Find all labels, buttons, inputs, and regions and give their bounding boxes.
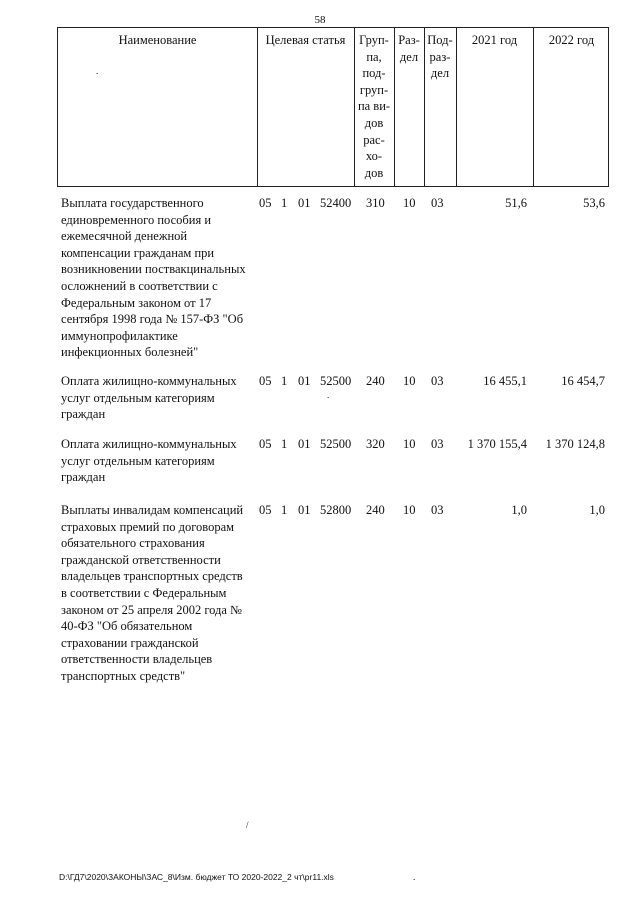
header-line: под-: [362, 66, 386, 81]
row-name: [61, 502, 257, 685]
code-direction: 52400: [320, 196, 352, 210]
header-line: дов: [364, 165, 384, 180]
header-group: [354, 32, 394, 181]
header-line: дел: [399, 49, 419, 64]
row-name-line: Выплаты инвалидам компенсаций: [61, 503, 244, 517]
row-name: [61, 436, 257, 486]
header-line: груп-: [359, 82, 389, 97]
code-subprogram: 1: [281, 437, 288, 451]
subsection-code: 03: [431, 437, 444, 451]
header-year-2022: 2022 год: [548, 33, 595, 47]
code-program: 05: [259, 196, 272, 210]
row-name-line: транспортных средств": [61, 668, 186, 683]
row-name-line: граждан: [61, 407, 106, 422]
code-subprogram: 1: [281, 374, 288, 388]
header-line: хо-: [365, 149, 383, 164]
row-name-line: 40-ФЗ "Об обязательном: [61, 619, 193, 634]
subsection-code: 03: [431, 196, 444, 210]
row-name-line: в соответствии с Федеральным: [61, 585, 227, 600]
code-program: 05: [259, 437, 272, 451]
header-line: рас-: [363, 132, 385, 147]
header-line: па ви-: [357, 99, 391, 114]
row-name: [61, 195, 257, 361]
row-name-line: владельцев транспортных средств: [61, 569, 243, 584]
code-subprogram: 1: [281, 196, 288, 210]
amount-2021: 1,0: [511, 503, 527, 517]
amount-2022: 1 370 124,8: [545, 437, 605, 451]
row-name-line: Федеральным законом от 17: [61, 295, 212, 310]
row-name-line: граждан: [61, 470, 106, 485]
header-line: Груп-: [359, 33, 389, 47]
header-target-article: Целевая статья: [265, 33, 346, 47]
row-name-line: ответственности владельцев: [61, 652, 213, 667]
row-name-line: страховых премий по договорам: [61, 519, 235, 534]
subsection-code: 03: [431, 503, 444, 517]
amount-2021: 1 370 155,4: [467, 437, 527, 451]
row-name-line: услуг отдельным категориям: [61, 453, 215, 468]
row-name-line: страховании гражданской: [61, 635, 199, 650]
section-code: 10: [403, 374, 416, 388]
code-direction: 52800: [320, 503, 352, 517]
header-line: дел: [430, 66, 450, 81]
amount-2022: 53,6: [583, 196, 605, 210]
row-name-line: возникновении поствакцинальных: [61, 262, 246, 277]
section-code: 10: [403, 196, 416, 210]
page-number: 58: [314, 14, 326, 26]
header-line: раз-: [429, 49, 451, 64]
amount-2021: 51,6: [505, 196, 527, 210]
group-code: 240: [366, 374, 385, 388]
table-header: [57, 27, 609, 187]
row-name: [61, 373, 257, 423]
code-main-event: 01: [298, 503, 311, 517]
section-code: 10: [403, 437, 416, 451]
row-name-line: сентября 1998 года № 157-ФЗ "Об: [61, 312, 244, 327]
header-line: па,: [366, 49, 382, 64]
amount-2022: 16 454,7: [561, 374, 605, 388]
code-direction: 52500: [320, 437, 352, 451]
group-code: 320: [366, 437, 385, 451]
subsection-code: 03: [431, 374, 444, 388]
amount-2021: 16 455,1: [483, 374, 527, 388]
row-name-line: Оплата жилищно-коммунальных: [61, 437, 237, 451]
header-section: [394, 32, 424, 65]
header-line: Раз-: [398, 33, 420, 47]
row-name-line: услуг отдельным категориям: [61, 390, 215, 405]
row-name-line: компенсации гражданам при: [61, 245, 215, 260]
code-main-event: 01: [298, 196, 311, 210]
group-code: 240: [366, 503, 385, 517]
code-program: 05: [259, 374, 272, 388]
header-name: Наименование: [118, 33, 197, 47]
header-subsection: [424, 32, 456, 82]
header-line: Под-: [427, 33, 453, 47]
row-name-line: гражданской ответственности: [61, 552, 221, 567]
row-name-line: законом от 25 апреля 2002 года №: [61, 602, 242, 617]
row-name-line: ежемесячной денежной: [61, 229, 188, 244]
row-name-line: Оплата жилищно-коммунальных: [61, 374, 237, 388]
row-name-line: иммунопрофилактике: [61, 328, 178, 343]
row-name-line: инфекционных болезней": [61, 345, 199, 360]
section-code: 10: [403, 503, 416, 517]
row-name-line: осложнений в соответствии с: [61, 278, 218, 293]
file-path-footer: D:\ГД7\2020\ЗАКОНЫ\ЗАС_8\Изм. бюджет ТО 2020-2022_2 чт\pr11.xls: [59, 872, 334, 882]
header-line: дов: [364, 115, 384, 130]
row-name-line: Выплата государственного: [61, 196, 204, 210]
code-main-event: 01: [298, 374, 311, 388]
code-direction: 52500: [320, 374, 352, 388]
group-code: 310: [366, 196, 385, 210]
code-program: 05: [259, 503, 272, 517]
header-year-2021: 2021 год: [471, 33, 518, 47]
row-name-line: единовременного пособия и: [61, 212, 212, 227]
code-main-event: 01: [298, 437, 311, 451]
code-subprogram: 1: [281, 503, 288, 517]
row-name-line: обязательного страхования: [61, 536, 205, 551]
amount-2022: 1,0: [589, 503, 605, 517]
